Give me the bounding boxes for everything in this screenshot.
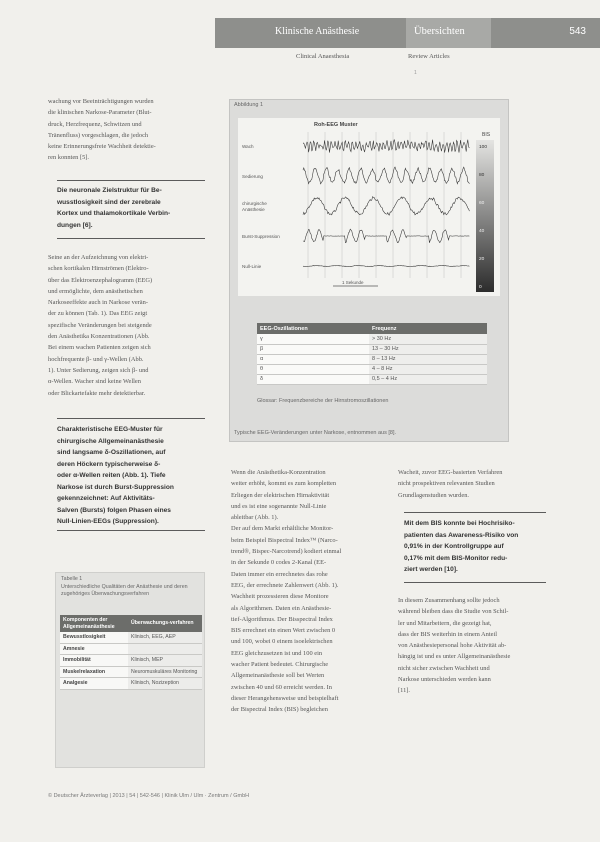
eeg-traces-svg bbox=[238, 118, 500, 296]
header-subtitle-right: Review Articles bbox=[408, 53, 450, 60]
table-cell: Bewusstlosigkeit bbox=[60, 632, 128, 643]
table-row bbox=[257, 354, 487, 364]
text-line: Daten immer ein errechnetes das rohe bbox=[231, 570, 328, 578]
text-line: Wachheit prozessieren diese Monitore bbox=[231, 593, 329, 601]
table-row bbox=[60, 655, 202, 667]
anesthesia-components-table-box bbox=[55, 572, 205, 768]
eeg-trace bbox=[303, 167, 469, 184]
text-line: ren konnten [5]. bbox=[48, 154, 89, 162]
quote-rule-bottom bbox=[404, 582, 546, 583]
bis-tick-label: 0 bbox=[479, 285, 482, 290]
text-line: Der auf dem Markt erhältliche Monitor- bbox=[231, 525, 334, 533]
text-line: weiter erhöht, kommt es zum kompletten bbox=[231, 480, 337, 488]
table-cell: Muskelrelaxation bbox=[60, 666, 128, 678]
eeg-trace bbox=[303, 197, 469, 215]
text-line: Die neuronale Zielstruktur für Be- bbox=[57, 187, 162, 194]
text-line: den Anästhetika Konzentrationen (Abb. bbox=[48, 333, 150, 341]
table-cell: Neuromuskuläres Monitoring bbox=[128, 666, 202, 678]
text-line: hängig ist und es unter Allgemeinanästhesie bbox=[398, 653, 511, 661]
text-line: von Anästhesiepersonal hohe Aktivität ab- bbox=[398, 642, 507, 650]
table-cell: γ bbox=[257, 334, 369, 344]
text-line: spezifische Veränderungen bei steigende bbox=[48, 321, 152, 329]
text-line: 0,91% in der Kontrollgruppe auf bbox=[404, 543, 504, 550]
bis-scale-bar bbox=[476, 140, 494, 292]
text-line: EEG gleichzusetzen ist und 100 ein bbox=[231, 649, 323, 657]
text-line: BIS errechnet ein einen Wert zwischen 0 bbox=[231, 627, 336, 635]
text-line: ableitbar (Abb. 1). bbox=[231, 514, 279, 522]
bis-tick-label: 60 bbox=[479, 201, 485, 206]
figure-label: Abbildung 1 bbox=[234, 102, 264, 108]
text-line: dungen [6]. bbox=[57, 221, 93, 229]
table-cell: β bbox=[257, 344, 369, 354]
quote-rule-top bbox=[57, 180, 205, 181]
table-row bbox=[257, 334, 487, 344]
table-header: Frequenz bbox=[369, 323, 487, 334]
page-footer: © Deutscher Ärzteverlag | 2013 | 54 | 542-546 | Klinik Ulm / Ulm · Zentrum / GmbH bbox=[48, 793, 250, 799]
oscillation-table bbox=[257, 323, 487, 385]
table-label: Tabelle 1 bbox=[61, 576, 83, 582]
table-note: Glossar: Frequenzbereiche der Hirnstromoszillationen bbox=[257, 398, 389, 404]
header-section-tab: Übersichten bbox=[406, 18, 491, 48]
table-cell: Klinisch, Nozizeption bbox=[128, 678, 202, 690]
table-row bbox=[257, 344, 487, 354]
table-cell: α bbox=[257, 354, 369, 364]
text-line: sind langsame δ-Oszillationen, auf bbox=[57, 449, 166, 456]
table-row bbox=[60, 678, 202, 690]
table-header: EEG-Oszillationen bbox=[257, 323, 369, 334]
text-line: Narkose ist durch Burst-Suppression bbox=[57, 483, 174, 491]
col2-paragraph bbox=[231, 467, 378, 716]
header-tick-mark: 1 bbox=[414, 70, 417, 76]
table-header: Komponenten der Allgemeinanästhesie bbox=[60, 615, 128, 632]
time-scale-label: 1 Sekunde bbox=[342, 280, 364, 285]
text-line: während bleiben dass die Studie von Schil- bbox=[398, 608, 509, 616]
eeg-row-label: Sedierung bbox=[242, 174, 263, 179]
text-line: der Bispectral Index (BIS) begleichen bbox=[231, 706, 328, 714]
quote-rule-top bbox=[404, 512, 546, 513]
text-line: ziert werden [10]. bbox=[404, 566, 458, 573]
text-line: gekennzeichnet: Auf Aktivitäts- bbox=[57, 495, 155, 502]
text-line: Bei einem wachen Patienten zeigen sich bbox=[48, 344, 151, 352]
text-line: 0,17% mit dem BIS-Monitor redu- bbox=[404, 554, 508, 562]
text-line: schen kortikalen Hirnströmen (Elektro- bbox=[48, 265, 149, 273]
eeg-plot bbox=[238, 118, 500, 296]
text-line: wusstlosigkeit sind der zerebrale bbox=[57, 198, 161, 206]
text-line: wachung vor Beeinträchtigungen wurden bbox=[48, 98, 154, 105]
table-cell: θ bbox=[257, 364, 369, 374]
text-line: Salven (Bursts) folgen Phasen eines bbox=[57, 506, 171, 514]
text-line: Erliegen der elektrischen Hirnaktivität bbox=[231, 491, 330, 499]
text-line: In diesem Zusammenhang sollte jedoch bbox=[398, 597, 500, 604]
text-line: druck, Herzfrequenz, Schwitzen und bbox=[48, 120, 142, 128]
text-line: Charakteristische EEG-Muster für bbox=[57, 426, 163, 433]
table-cell: 0,5 – 4 Hz bbox=[369, 374, 487, 384]
header-kicker: Klinische Anästhesie bbox=[275, 26, 360, 37]
text-line: [11]. bbox=[398, 687, 411, 695]
table-cell: Amnesie bbox=[60, 643, 128, 655]
quote-rule-bottom bbox=[57, 530, 205, 531]
figure-caption: Typische EEG-Veränderungen unter Narkose, entnommen aus [8]. bbox=[234, 430, 397, 436]
table-row bbox=[60, 666, 202, 678]
table-row bbox=[257, 374, 487, 384]
text-line: 1). Unter Sedierung, zeigen sich β- und bbox=[48, 366, 149, 374]
text-line: nicht prospektiven relevanten Studien bbox=[398, 480, 495, 488]
table-cell: > 30 Hz bbox=[369, 334, 487, 344]
text-line: und 100, wobei 0 einem isoelektrischen bbox=[231, 638, 333, 646]
table-cell: 4 – 8 Hz bbox=[369, 364, 487, 374]
text-line: tief-Algorithmus. Der Bisspectral Index bbox=[231, 615, 333, 623]
table-cell: Immobilität bbox=[60, 655, 128, 667]
quote-rule-top bbox=[57, 418, 205, 419]
table-cell: Analgesie bbox=[60, 678, 128, 690]
eeg-trace bbox=[303, 265, 469, 266]
text-line: oder Blickartefakte mehr detektierbar. bbox=[48, 389, 146, 397]
header-subtitle-left: Clinical Anaesthesia bbox=[296, 53, 350, 60]
pull-quote-2 bbox=[57, 424, 205, 528]
bis-header: BIS bbox=[482, 132, 491, 138]
text-line: keine Erinnerungsfreie Wachheit detektie- bbox=[48, 143, 156, 151]
col1-mid-paragraph bbox=[48, 252, 208, 399]
anesthesia-components-table bbox=[60, 615, 202, 690]
eeg-trace bbox=[303, 140, 469, 153]
eeg-row-label: Anästhesie bbox=[242, 207, 265, 212]
table-cell: 13 – 30 Hz bbox=[369, 344, 487, 354]
text-line: deren Höckern typischerweise δ- bbox=[57, 460, 161, 468]
quote-rule-bottom bbox=[57, 238, 205, 239]
eeg-title: Roh-EEG Muster bbox=[314, 122, 358, 128]
text-line: zwischen 40 und 60 erreicht werden. In bbox=[231, 683, 332, 691]
text-line: und es ist eine sogenannte Null-Linie bbox=[231, 502, 327, 510]
text-line: über das Elektroenzephalogramm (EEG) bbox=[48, 276, 153, 284]
text-line: Grundlagenstudien wurden. bbox=[398, 491, 469, 499]
table-title: Unterschiedliche Qualitäten der Anästhesie und deren zugehöriges Überwachungsverfahren bbox=[61, 584, 188, 598]
eeg-row-label: Burst-Suppression bbox=[242, 234, 280, 239]
eeg-figure bbox=[229, 99, 509, 442]
table-row bbox=[257, 364, 487, 374]
table-cell bbox=[128, 643, 202, 655]
table-row bbox=[60, 643, 202, 655]
text-line: chirurgische Allgemeinanästhesie bbox=[57, 437, 164, 445]
table-row bbox=[60, 632, 202, 643]
text-line: oder α-Wellen reiten (Abb. 1). Tiefe bbox=[57, 472, 166, 479]
col1-top-paragraph bbox=[48, 96, 208, 164]
bis-tick-label: 20 bbox=[479, 257, 485, 262]
text-line: Kortex und thalamokortikale Verbin- bbox=[57, 210, 171, 217]
page-number: 543 bbox=[569, 26, 586, 37]
text-line: Tränenfluss) vorgeschlagen, die jedoch bbox=[48, 131, 149, 139]
text-line: hochfrequente β- und γ-Wellen (Abb. bbox=[48, 355, 144, 363]
text-line: Narkose unterschieden werden kann bbox=[398, 676, 491, 684]
pull-quote-1 bbox=[57, 185, 205, 231]
table-cell: δ bbox=[257, 374, 369, 384]
text-line: dieser Herangehensweise und beispielhaft bbox=[231, 694, 339, 702]
eeg-row-label: chirurgische bbox=[242, 201, 267, 206]
text-line: in der Sekunde 0 codes 2-Kanal (EE- bbox=[231, 559, 327, 567]
eeg-row-label: Wach bbox=[242, 144, 254, 149]
text-line: Wacheit, zuvor EEG-basierten Verfahren bbox=[398, 469, 503, 476]
text-line: patienten das Awareness-Risiko von bbox=[404, 531, 519, 539]
bis-tick-label: 40 bbox=[479, 229, 485, 234]
text-line: Wenn die Anästhetika-Konzentration bbox=[231, 469, 326, 476]
bis-tick-label: 80 bbox=[479, 173, 485, 178]
text-line: EEG, der errechnete Zahlenwert (Abb. 1). bbox=[231, 581, 339, 589]
table-cell: Klinisch, MEP bbox=[128, 655, 202, 667]
text-line: dass der BIS weiterhin in einem Anteil bbox=[398, 630, 498, 638]
table-cell: 8 – 13 Hz bbox=[369, 354, 487, 364]
text-line: wacher Patient bedeutet. Chirurgische bbox=[231, 661, 329, 669]
text-line: und ermöglichte, dem anästhetischen bbox=[48, 287, 143, 295]
bis-tick-label: 100 bbox=[479, 145, 488, 150]
text-line: Narkoseeffekte auch in Narkose verän- bbox=[48, 299, 148, 307]
col3-top-paragraph bbox=[398, 467, 546, 501]
text-line: beim Beispiel Bispectral Index™ (Narco- bbox=[231, 536, 338, 544]
header-band bbox=[215, 18, 600, 48]
table-cell: Klinisch, EEG, AEP bbox=[128, 632, 202, 643]
text-line: der zu können (Tab. 1). Das EEG zeigt bbox=[48, 310, 148, 318]
eeg-trace bbox=[303, 229, 469, 243]
text-line: Allgemeinanästhesie soll bei Werten bbox=[231, 672, 325, 680]
text-line: als Algorithmen. Daten ein Anästhesie- bbox=[231, 604, 332, 612]
text-line: Null-Linien-EEGs (Suppression). bbox=[57, 518, 159, 525]
pull-quote-3 bbox=[404, 518, 546, 576]
text-line: Mit dem BIS konnte bei Hochrisiko- bbox=[404, 520, 515, 527]
text-line: Seine an der Aufzeichnung von elektri- bbox=[48, 254, 149, 261]
text-line: α-Wellen. Wacher sind keine Wellen bbox=[48, 378, 141, 386]
text-line: nicht sicher zwischen Wachheit und bbox=[398, 664, 490, 672]
table-header: Überwachungs-verfahren bbox=[128, 615, 202, 632]
text-line: die klinischen Narkose-Parameter (Blut- bbox=[48, 109, 152, 117]
col3-bottom-paragraph bbox=[398, 595, 546, 697]
eeg-row-label: Null-Linie bbox=[242, 264, 262, 269]
text-line: trend®, Bispec-Narcotrend) kodiert einmal bbox=[231, 548, 342, 556]
text-line: ler und Mitarbeitern, die gezeigt hat, bbox=[398, 619, 492, 627]
